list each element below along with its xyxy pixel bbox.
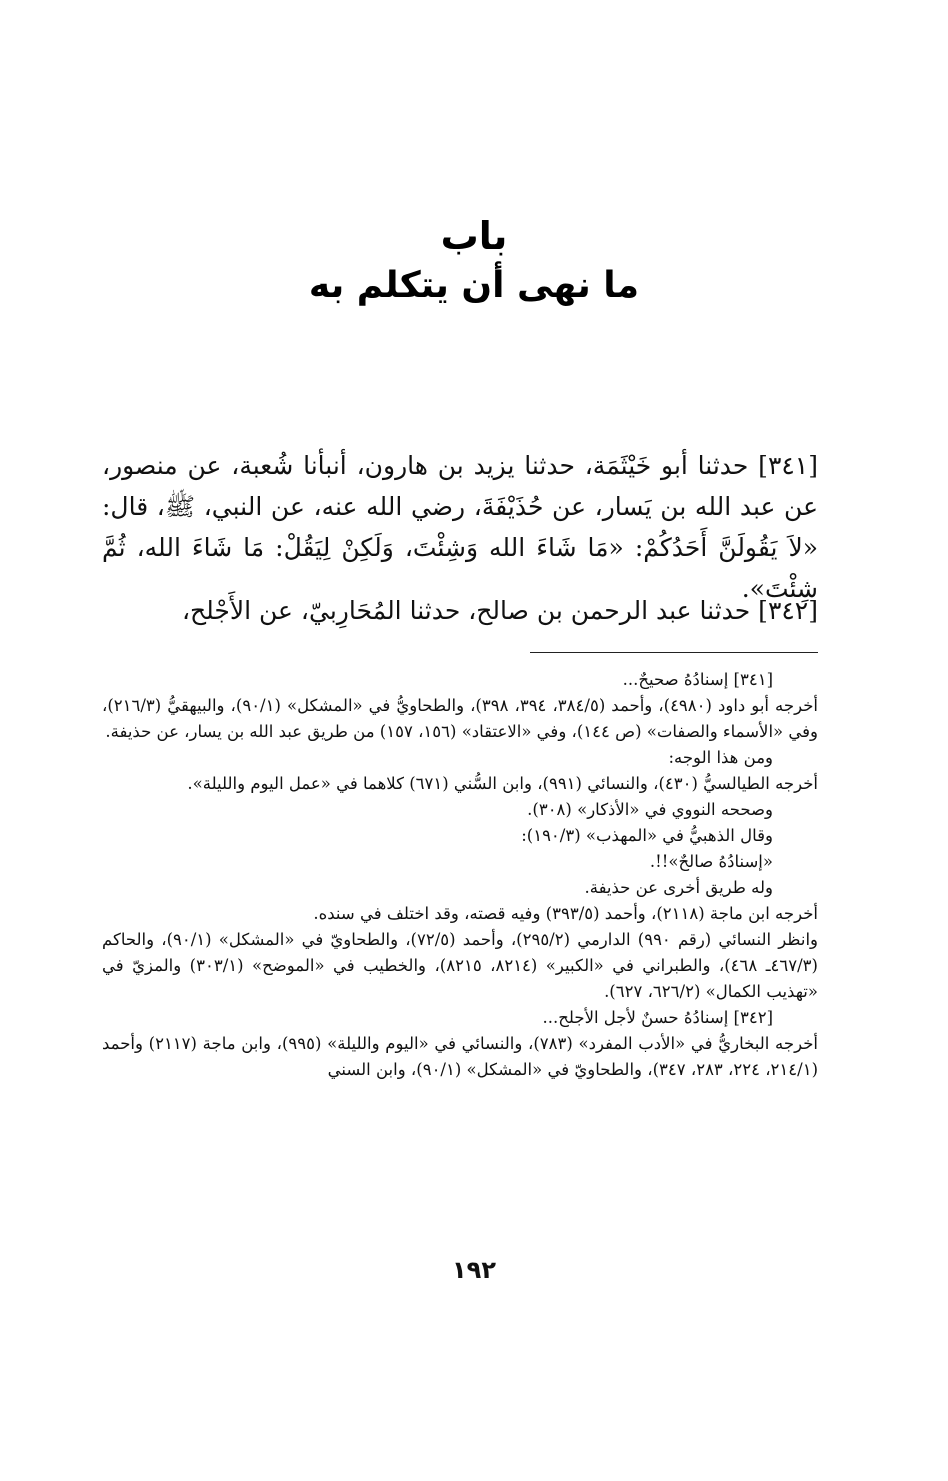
footnote-341-see-also: وانظر النسائي (رقم ٩٩٠) الدارمي (٢٩٥/٢)، وأحمد (٧٢/٥)، والطحاويّ في «المشكل» (٩٠/١)، والحاكم (٤٦٧/٣ـ ٤٦٨)، والطبراني في «الكبير» (٨٢١٤، ٨٢١٥)، والخطيب في «الموضح» (٣٠٣/١) والمزيّ في «تهذيب الكمال» (٦٢٦/٢، ٦٢٧). — [102, 930, 818, 1001]
footnote-341-nawawi: وصححه النووي في «الأذكار» (٣٠٨). — [527, 800, 773, 819]
footnote-341-other-route: وله طريق أخرى عن حذيفة. — [584, 878, 773, 897]
footnote-341-ibn-majah: أخرجه ابن ماجة (٢١١٨)، وأحمد (٣٩٣/٥) وفيه قصته، وقد اختلف في سنده. — [313, 904, 818, 923]
footnote-divider — [530, 652, 818, 653]
footnote-341-sources: أخرجه أبو داود (٤٩٨٠)، وأحمد (٣٨٤/٥، ٣٩٤، ٣٩٨)، والطحاويُّ في «المشكل» (٩٠/١)، والبيهقيُّ (٢١٦/٣)، وفي «الأسماء والصفات» (ص ١٤٤)، وفي «الاعتقاد» (١٥٦، ١٥٧) من طريق عبد الله بن يسار، عن حذيفة. — [102, 696, 818, 741]
footnote-341-tayalisi: أخرجه الطيالسيُّ (٤٣٠)، والنسائي (٩٩١)، وابن السُّني (٦٧١) كلاهما في «عمل اليوم والليلة». — [187, 774, 818, 793]
chapter-label: باب — [440, 214, 508, 258]
chapter-title: ما نهى أن يتكلم به — [308, 265, 640, 306]
page-number: ١٩٢ — [452, 1256, 496, 1284]
hadith-341-text: [٣٤١] حدثنا أبو خَيْثَمَة، حدثنا يزيد بن هارون، أنبأنا شُعبة، عن منصور، عن عبد الله بن يَسار، عن حُذَيْفَةَ، رضي الله عنه، عن النبي، ﷺ، قال: «لاَ يَقُولَنَّ أَحَدُكُمْ: «مَا شَاءَ الله وَشِئْتَ، وَلَكِنْ لِيَقُلْ: مَا شَاءَ الله، ثُمَّ شِئْتَ». — [102, 451, 818, 603]
footnote-341-dhahabi-quote: «إسنادُهُ صالحٌ»!!. — [649, 852, 773, 871]
footnotes-section — [102, 667, 818, 1083]
footnote-342-sources: أخرجه البخاريُّ في «الأدب المفرد» (٧٨٣)، والنسائي في «اليوم والليلة» (٩٩٥)، وابن ماجة (٢١١٧) وأحمد (٢١٤/١، ٢٢٤، ٢٨٣، ٣٤٧)، والطحاويّ في «المشكل» (٩٠/١)، وابن السني — [102, 1034, 818, 1079]
footnote-341-dhahabi: وقال الذهبيُّ في «المهذب» (١٩٠/٣): — [521, 826, 773, 845]
footnote-341-same-route: ومن هذا الوجه: — [668, 748, 773, 767]
hadith-342-text: [٣٤٢] حدثنا عبد الرحمن بن صالح، حدثنا المُحَارِبيّ، عن الأَجْلح، — [181, 596, 818, 625]
footnote-342-grading: [٣٤٢] إسنادُهُ حسنٌ لأجل الأجلح... — [542, 1008, 773, 1027]
footnote-341-grading: [٣٤١] إسنادُهُ صحيحٌ... — [622, 670, 773, 689]
